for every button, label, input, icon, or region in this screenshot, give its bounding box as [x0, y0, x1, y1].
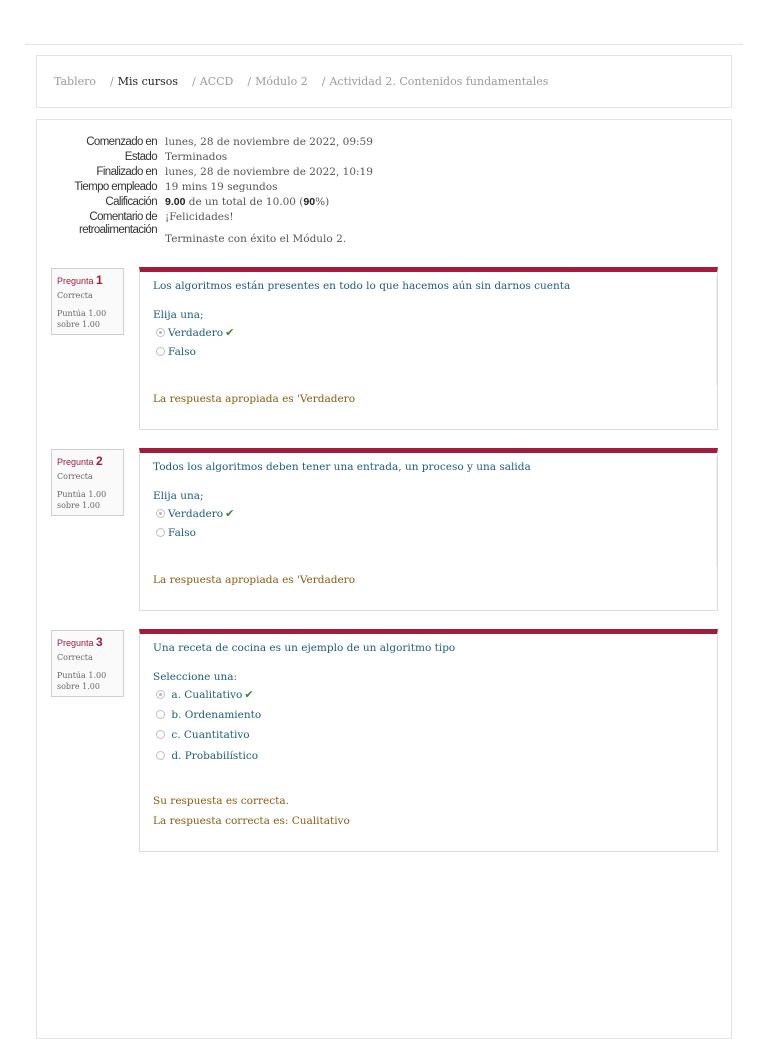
question-prompt: Elija una; [153, 490, 204, 502]
feedback-message: Terminaste con éxito el Módulo 2. [165, 233, 347, 245]
grade-line: Puntúa 1.00 [57, 671, 107, 680]
question-number: 1 [96, 273, 103, 287]
option-label: Verdadero [168, 508, 224, 520]
summary-label: retroalimentación [78, 224, 157, 236]
check-icon: ✔ [225, 507, 235, 520]
answer-feedback: Su respuesta es correcta. [153, 795, 289, 807]
answer-option[interactable] [156, 346, 196, 360]
question-state: Correcta [57, 472, 93, 481]
breadcrumb-link-accd[interactable]: ACCD [199, 75, 234, 88]
radio-unselected[interactable] [156, 347, 165, 356]
question-info-1 [51, 268, 124, 335]
answer-option[interactable] [156, 527, 196, 541]
radio-selected[interactable] [156, 690, 165, 699]
option-label: b. Ordenamiento [171, 709, 262, 721]
question-info-3 [51, 630, 124, 697]
summary-row-state [37, 150, 733, 165]
question-title [57, 635, 103, 649]
summary-label: Comentario de [89, 211, 157, 223]
summary-label: Finalizado en [96, 166, 157, 178]
answer-option[interactable] [156, 688, 254, 702]
grade-line: sobre 1.00 [57, 320, 100, 329]
check-icon: ✔ [225, 326, 235, 339]
summary-row-grade [37, 195, 733, 210]
question-title [57, 273, 103, 287]
question-info-2 [51, 449, 124, 516]
grade-line: Puntúa 1.00 [57, 490, 107, 499]
question-text: Una receta de cocina es un ejemplo de un algoritmo tipo [153, 642, 456, 654]
summary-value: lunes, 28 de noviembre de 2022, 09:59 [165, 136, 373, 148]
question-number: 2 [96, 454, 103, 468]
question-text: Los algoritmos están presentes en todo lo que hacemos aún sin darnos cuenta [153, 280, 571, 292]
question-card-1 [139, 267, 718, 430]
option-label: c. Cuantitativo [171, 729, 250, 741]
question-text: Todos los algoritmos deben tener una entrada, un proceso y una salida [153, 461, 531, 473]
card-scroll-edge [716, 276, 717, 386]
answer-option[interactable] [156, 750, 258, 764]
question-prompt: Seleccione una: [153, 671, 238, 683]
correct-answer-feedback: La respuesta apropiada es 'Verdadero [153, 393, 356, 405]
question-label: Pregunta [57, 276, 94, 286]
answer-option[interactable] [156, 507, 234, 521]
answer-option[interactable] [156, 326, 234, 340]
summary-row-time [37, 180, 733, 195]
breadcrumb-link-modulo-2[interactable]: Módulo 2 [255, 75, 308, 88]
summary-row-finished [37, 165, 733, 180]
summary-value: lunes, 28 de noviembre de 2022, 10:19 [165, 166, 373, 178]
radio-unselected[interactable] [156, 528, 165, 537]
question-state: Correcta [57, 653, 93, 662]
summary-label: Calificación [105, 196, 157, 208]
quiz-review-region [36, 119, 732, 1039]
breadcrumb-separator: / [247, 75, 252, 88]
question-grade [57, 670, 123, 692]
summary-value: Terminados [165, 151, 228, 163]
summary-label: Estado [124, 151, 157, 163]
summary-value [165, 195, 329, 209]
summary-value: 19 mins 19 segundos [165, 181, 278, 193]
question-card-3 [139, 629, 718, 852]
top-divider [25, 44, 743, 45]
question-label: Pregunta [57, 457, 94, 467]
option-label: Verdadero [168, 327, 224, 339]
answer-option[interactable] [156, 709, 261, 723]
option-label: d. Probabilístico [171, 750, 259, 762]
radio-unselected[interactable] [156, 730, 165, 739]
grade-percent: 90 [303, 196, 316, 208]
question-state: Correcta [57, 291, 93, 300]
answer-option[interactable] [156, 729, 250, 743]
grade-line: Puntúa 1.00 [57, 309, 107, 318]
summary-value: ¡Felicidades! [165, 211, 234, 223]
summary-label: Tiempo empleado [74, 181, 157, 193]
option-label: a. Cualitativo [171, 689, 243, 701]
breadcrumb-separator: / [321, 75, 326, 88]
radio-selected[interactable] [156, 328, 165, 337]
question-grade [57, 308, 123, 330]
question-prompt: Elija una; [153, 309, 204, 321]
summary-row-started [37, 135, 733, 150]
grade-line: sobre 1.00 [57, 682, 100, 691]
breadcrumb-separator: / [110, 75, 114, 88]
grade-total: de un total de 10.00 ( [185, 196, 304, 208]
question-grade [57, 489, 123, 511]
option-label: Falso [168, 346, 196, 358]
breadcrumb-link-tablero[interactable]: Tablero [54, 75, 96, 88]
question-title [57, 454, 103, 468]
breadcrumb-link-actividad[interactable]: Actividad 2. Contenidos fundamentales [329, 75, 549, 88]
grade-close: %) [315, 196, 330, 208]
card-scroll-edge [716, 457, 717, 567]
summary-label: Comenzado en [86, 136, 157, 148]
radio-unselected[interactable] [156, 751, 165, 760]
correct-answer-feedback: La respuesta correcta es: Cualitativo [153, 815, 350, 827]
question-card-2 [139, 448, 718, 611]
breadcrumb-link-mis-cursos[interactable]: Mis cursos [117, 75, 179, 88]
breadcrumb-bar [36, 55, 732, 108]
summary-row-feedback-2 [37, 223, 733, 238]
radio-unselected[interactable] [156, 710, 165, 719]
question-label: Pregunta [57, 638, 94, 648]
breadcrumb-separator: / [192, 75, 196, 88]
grade-score: 9.00 [165, 196, 186, 208]
breadcrumb [54, 75, 548, 88]
question-number: 3 [96, 635, 103, 649]
check-icon: ✔ [244, 688, 254, 701]
radio-selected[interactable] [156, 509, 165, 518]
option-label: Falso [168, 527, 196, 539]
correct-answer-feedback: La respuesta apropiada es 'Verdadero [153, 574, 356, 586]
grade-line: sobre 1.00 [57, 501, 100, 510]
